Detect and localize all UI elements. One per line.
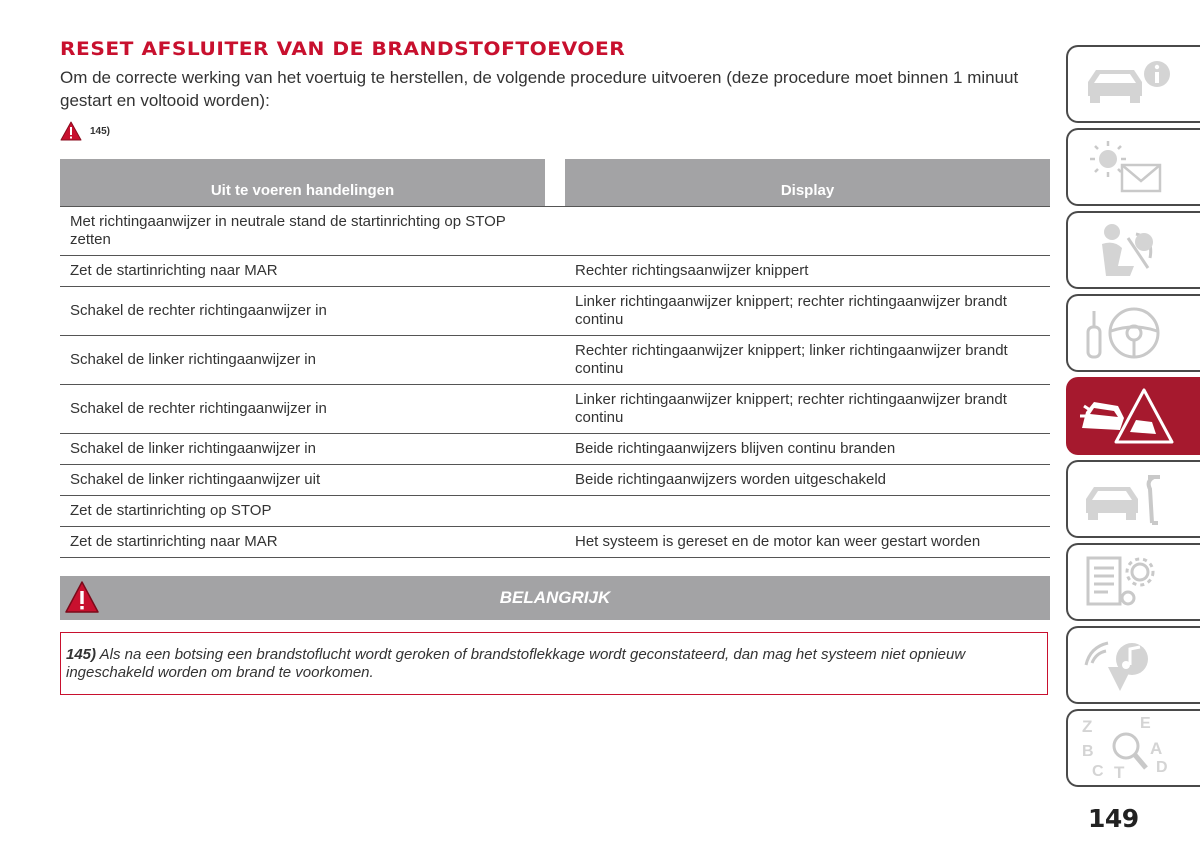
warning-reference-number: 145) [90, 125, 111, 137]
svg-text:A: A [1150, 739, 1163, 758]
action-cell: Met richtingaanwijzer in neutrale stand de startinrichting op STOP zetten [60, 206, 545, 255]
column-header-display: Display [565, 159, 1050, 206]
warning-reference [60, 120, 1050, 142]
index-search-icon [1078, 716, 1178, 780]
display-cell: Beide richtingaanwijzers blijven continu branden [565, 433, 1050, 464]
table-row [60, 286, 1050, 335]
tab-seats-airbags[interactable] [1066, 211, 1200, 289]
specifications-icon [1078, 550, 1178, 614]
svg-text:Z: Z [1082, 717, 1093, 736]
important-banner [60, 576, 1050, 620]
car-emergency-icon [1078, 384, 1178, 448]
action-cell: Schakel de rechter richtingaanwijzer in [60, 286, 545, 335]
section-title: RESET AFSLUITER VAN DE BRANDSTOFTOEVOER [60, 38, 626, 60]
table-row [60, 384, 1050, 433]
display-cell: Rechter richtingaanwijzer knippert; linker richtingaanwijzer brandt continu [565, 335, 1050, 384]
car-info-icon [1078, 52, 1178, 116]
procedure-table [60, 159, 1050, 558]
table-row [60, 526, 1050, 558]
seat-airbag-icon [1078, 218, 1178, 282]
tab-multimedia[interactable] [1066, 626, 1200, 704]
column-header-actions: Uit te voeren handelingen [60, 159, 545, 206]
display-cell [565, 495, 1050, 526]
important-note [60, 632, 1048, 695]
cell-gap [545, 255, 565, 286]
table-row [60, 335, 1050, 384]
cell-gap [545, 384, 565, 433]
svg-text:B: B [1082, 743, 1094, 760]
svg-text:E: E [1140, 716, 1151, 732]
display-cell: Beide richtingaanwijzers worden uitgeschakeld [565, 464, 1050, 495]
svg-text:D: D [1156, 759, 1168, 776]
action-cell: Schakel de linker richtingaanwijzer in [60, 335, 545, 384]
display-cell: Het systeem is gereset en de motor kan weer gestart worden [565, 526, 1050, 558]
intro-paragraph: Om de correcte werking van het voertuig te herstellen, de volgende procedure uitvoeren (deze procedure moet binnen 1 minuut gestart en voltooid worden): [60, 68, 1019, 110]
warning-triangle-icon [60, 121, 82, 141]
cell-gap [545, 286, 565, 335]
cell-gap [545, 206, 565, 255]
car-maintenance-icon [1078, 467, 1178, 531]
column-gap [545, 159, 565, 206]
note-number: 145) [66, 646, 97, 663]
cell-gap [545, 495, 565, 526]
multimedia-icon [1078, 633, 1178, 697]
tab-lights-messages[interactable] [1066, 128, 1200, 206]
display-cell: Rechter richtingsaanwijzer knippert [565, 255, 1050, 286]
svg-text:T: T [1114, 763, 1125, 780]
action-cell: Schakel de rechter richtingaanwijzer in [60, 384, 545, 433]
tab-car-info[interactable] [1066, 45, 1200, 123]
table-row [60, 206, 1050, 255]
important-heading: BELANGRIJK [499, 588, 611, 607]
cell-gap [545, 464, 565, 495]
note-text: Als na een botsing een brandstoflucht wordt geroken of brandstoflekkage wordt geconstateerd, dan mag het systeem niet opnieuw ingeschakeld worden om brand te voorkomen. [66, 646, 966, 681]
tab-index[interactable] [1066, 709, 1200, 787]
cell-gap [545, 526, 565, 558]
action-cell: Zet de startinrichting op STOP [60, 495, 545, 526]
table-row [60, 495, 1050, 526]
page-content [60, 36, 1050, 695]
display-cell [565, 206, 1050, 255]
table-header-row [60, 159, 1050, 206]
key-steering-wheel-icon [1078, 301, 1178, 365]
table-row [60, 464, 1050, 495]
action-cell: Schakel de linker richtingaanwijzer in [60, 433, 545, 464]
tab-specifications[interactable] [1066, 543, 1200, 621]
lights-message-icon [1078, 135, 1178, 199]
page-number: 149 [1088, 804, 1139, 833]
display-cell: Linker richtingaanwijzer knippert; rechter richtingaanwijzer brandt continu [565, 384, 1050, 433]
display-cell: Linker richtingaanwijzer knippert; rechter richtingaanwijzer brandt continu [565, 286, 1050, 335]
action-cell: Zet de startinrichting naar MAR [60, 526, 545, 558]
cell-gap [545, 433, 565, 464]
tab-maintenance[interactable] [1066, 460, 1200, 538]
table-row [60, 433, 1050, 464]
action-cell: Schakel de linker richtingaanwijzer uit [60, 464, 545, 495]
table-body [60, 206, 1050, 558]
action-cell: Zet de startinrichting naar MAR [60, 255, 545, 286]
svg-text:C: C [1092, 763, 1104, 780]
table-row [60, 255, 1050, 286]
tab-key-steering[interactable] [1066, 294, 1200, 372]
tab-emergency[interactable] [1066, 377, 1200, 455]
cell-gap [545, 335, 565, 384]
